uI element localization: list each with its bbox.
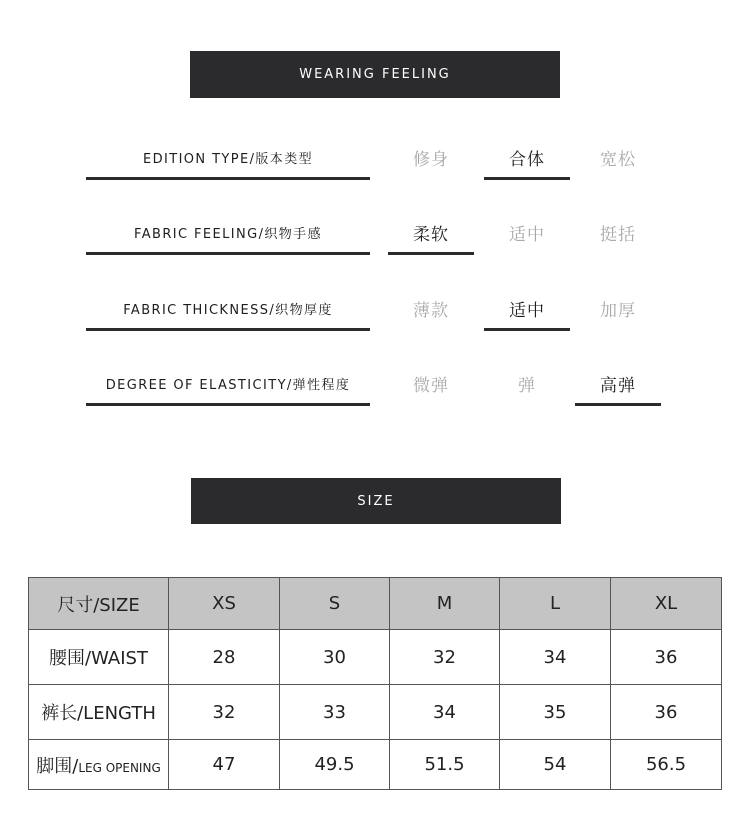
table-row	[29, 685, 722, 740]
table-cell: 28	[169, 630, 280, 685]
feeling-row-fabric-feeling	[0, 212, 750, 272]
feeling-option-selected: 高弹	[575, 363, 661, 406]
feeling-label: DEGREE OF ELASTICITY/弹性程度	[86, 363, 370, 406]
size-table	[28, 577, 722, 790]
feeling-option: 加厚	[600, 300, 636, 321]
table-row	[29, 630, 722, 685]
row-label-small: LEG OPENING	[78, 760, 161, 775]
size-banner	[191, 478, 561, 524]
feeling-option: 薄款	[413, 300, 449, 321]
size-header-cell: L	[500, 578, 611, 630]
feeling-option-selected: 合体	[484, 137, 570, 180]
table-cell: 47	[169, 740, 280, 790]
table-cell: 36	[611, 685, 722, 740]
table-cell: 36	[611, 630, 722, 685]
feeling-row-edition-type	[0, 137, 750, 197]
size-table-header-row	[29, 578, 722, 630]
feeling-label: FABRIC FEELING/织物手感	[86, 212, 370, 255]
size-header-cell: S	[280, 578, 390, 630]
feeling-option-selected: 适中	[484, 288, 570, 331]
row-label	[29, 740, 169, 790]
table-cell: 32	[169, 685, 280, 740]
wearing-feeling-banner	[190, 51, 560, 98]
table-cell: 54	[500, 740, 611, 790]
size-header-cell: XS	[169, 578, 280, 630]
wearing-feeling-title: WEARING FEELING	[299, 67, 451, 82]
table-cell: 34	[390, 685, 500, 740]
row-label: 腰围/WAIST	[29, 630, 169, 685]
table-cell: 33	[280, 685, 390, 740]
feeling-option: 挺括	[600, 224, 636, 245]
table-row	[29, 740, 722, 790]
feeling-label: EDITION TYPE/版本类型	[86, 137, 370, 180]
size-header-cell: XL	[611, 578, 722, 630]
feeling-option-selected: 柔软	[388, 212, 474, 255]
feeling-option: 微弹	[413, 375, 449, 396]
feeling-row-fabric-thickness	[0, 288, 750, 348]
size-title: SIZE	[357, 493, 395, 509]
feeling-option: 适中	[509, 224, 545, 245]
feeling-option: 弹	[518, 375, 536, 396]
table-cell: 56.5	[611, 740, 722, 790]
row-label-main: 脚围/	[36, 755, 79, 777]
feeling-label: FABRIC THICKNESS/织物厚度	[86, 288, 370, 331]
feeling-option: 宽松	[600, 149, 636, 170]
table-cell: 30	[280, 630, 390, 685]
table-cell: 32	[390, 630, 500, 685]
size-header-cell: 尺寸/SIZE	[29, 578, 169, 630]
table-cell: 49.5	[280, 740, 390, 790]
table-cell: 35	[500, 685, 611, 740]
feeling-option: 修身	[413, 149, 449, 170]
table-cell: 51.5	[390, 740, 500, 790]
size-header-cell: M	[390, 578, 500, 630]
feeling-row-elasticity	[0, 363, 750, 423]
row-label: 裤长/LENGTH	[29, 685, 169, 740]
table-cell: 34	[500, 630, 611, 685]
